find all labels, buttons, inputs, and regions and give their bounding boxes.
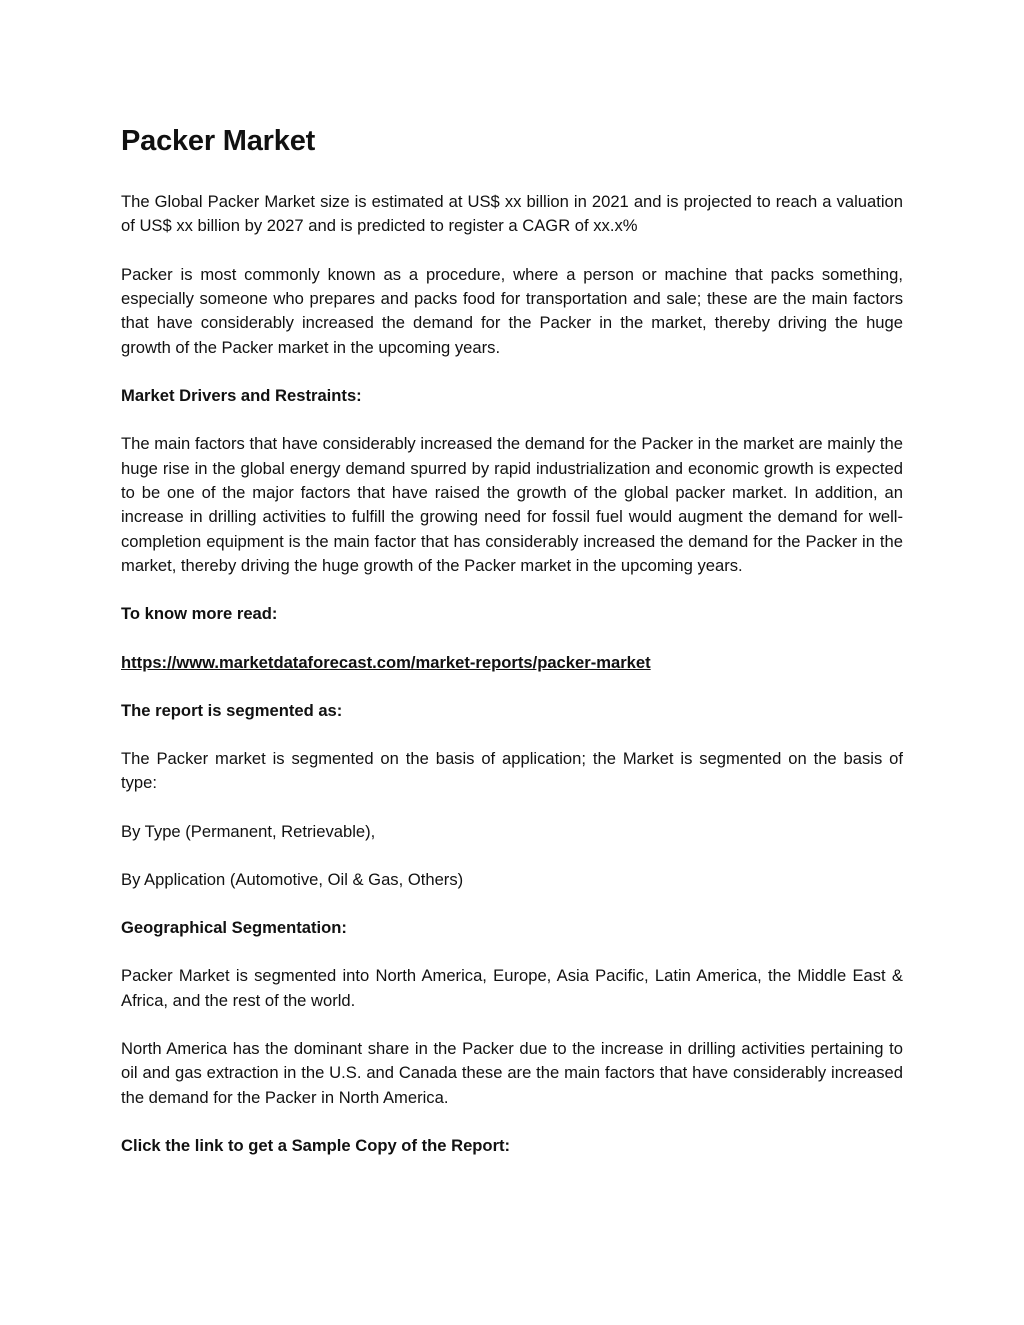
by-type-paragraph: By Type (Permanent, Retrievable),: [121, 821, 376, 841]
know-more-heading: To know more read:: [121, 604, 278, 624]
north-america-paragraph: North America has the dominant share in the Packer due to the increase in drilling activities pertaining to oil and gas extraction in the U.S. and Canada these are the main factors that have considerably increased the demand for the Packer in North America.: [121, 1038, 903, 1107]
document-page: [121, 122, 903, 1182]
by-application-paragraph: By Application (Automotive, Oil & Gas, Others): [121, 869, 464, 889]
page-title: Packer Market: [121, 125, 316, 157]
report-link[interactable]: https://www.marketdataforecast.com/market-reports/packer-market: [121, 652, 651, 672]
geo-heading: Geographical Segmentation:: [121, 918, 347, 938]
report-link-paragraph: [121, 651, 903, 675]
segmented-heading: The report is segmented as:: [121, 700, 343, 720]
definition-paragraph: Packer is most commonly known as a procedure, where a person or machine that packs something, especially someone who prepares and packs food for transportation and sale; these are the main factors that have considerably increased the demand for the Packer in the market, thereby driving the huge growth of the Packer market in the upcoming years.: [121, 264, 903, 357]
geo-paragraph: Packer Market is segmented into North America, Europe, Asia Pacific, Latin America, the Middle East & Africa, and the rest of the world.: [121, 966, 903, 1010]
drivers-paragraph: The main factors that have considerably increased the demand for the Packer in the market are mainly the huge rise in the global energy demand spurred by rapid industrialization and economic growth is expected to be one of the major factors that have raised the growth of the global packer market. In addition, an increase in drilling activities to fulfill the growing need for fossil fuel would augment the demand for well-completion equipment is the main factor that has considerably increased the demand for the Packer in the market, thereby driving the huge growth of the Packer market in the upcoming years.: [121, 434, 903, 576]
intro-paragraph: The Global Packer Market size is estimated at US$ xx billion in 2021 and is projected to reach a valuation of US$ xx billion by 2027 and is predicted to register a CAGR of xx.x%: [121, 192, 903, 236]
segmented-paragraph: The Packer market is segmented on the basis of application; the Market is segmented on the basis of type:: [121, 749, 903, 793]
sample-heading: Click the link to get a Sample Copy of the Report:: [121, 1135, 511, 1155]
drivers-heading: Market Drivers and Restraints:: [121, 386, 362, 406]
